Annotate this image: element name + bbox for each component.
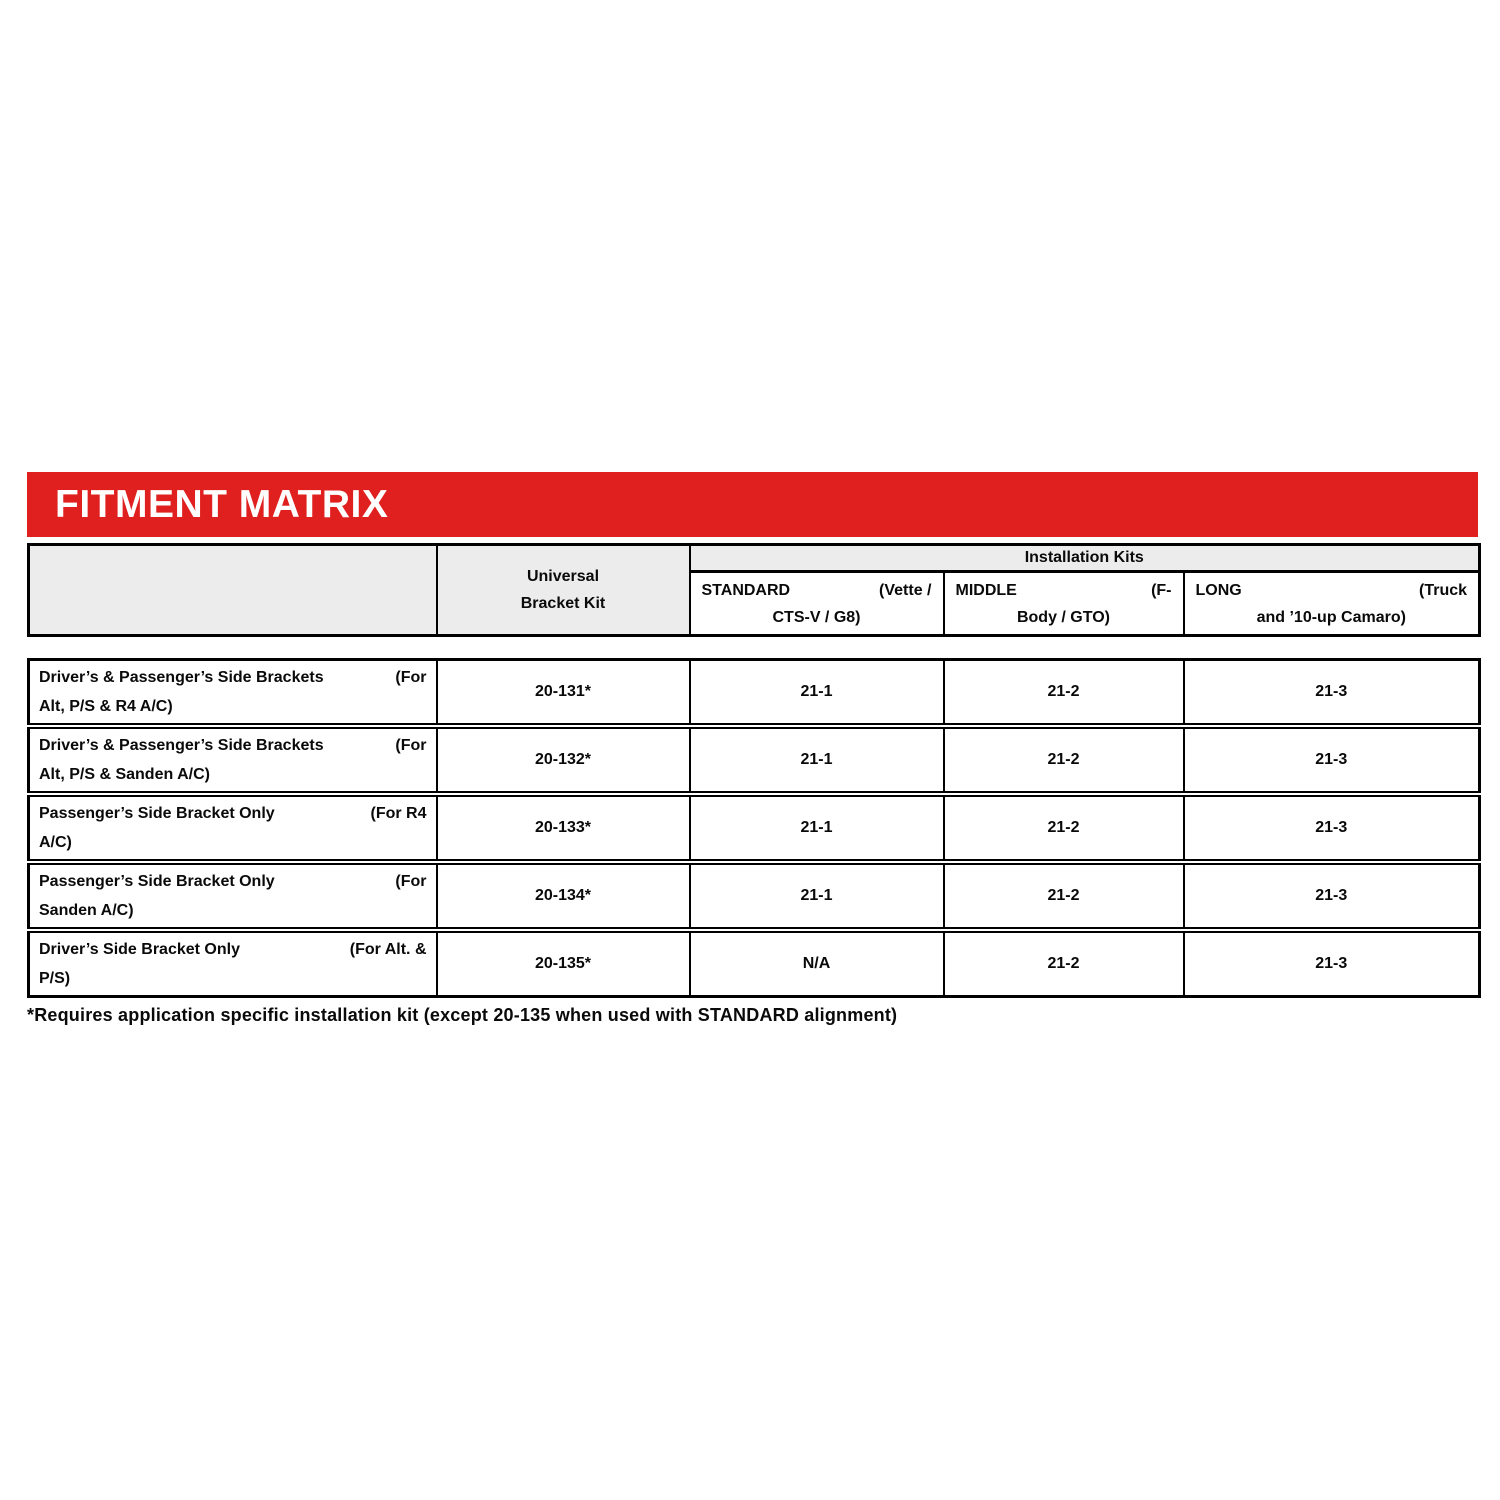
- cell-standard-kit: 21-1: [690, 660, 944, 727]
- cell-long-kit: 21-3: [1184, 930, 1480, 997]
- cell-middle-kit: 21-2: [944, 660, 1184, 727]
- cell-standard-kit: 21-1: [690, 726, 944, 794]
- table-row: [29, 660, 1480, 727]
- corner-empty-cell: [29, 545, 437, 636]
- cell-middle-kit: 21-2: [944, 726, 1184, 794]
- page-title: FITMENT MATRIX: [55, 482, 389, 526]
- fitment-matrix-banner: [27, 472, 1478, 537]
- column-header-standard: [690, 572, 944, 636]
- row-label: [29, 930, 437, 997]
- row-label-line2: A/C): [39, 834, 72, 851]
- standard-label: STANDARD: [701, 581, 791, 599]
- long-qualifier-1: (Truck: [1419, 581, 1468, 599]
- cell-universal-kit: 20-134*: [437, 862, 690, 930]
- table-row: [29, 726, 1480, 794]
- table-row: [29, 930, 1480, 997]
- cell-middle-kit: 21-2: [944, 794, 1184, 862]
- row-label-line2: P/S): [39, 970, 71, 987]
- row-label-line2: Alt, P/S & Sanden A/C): [39, 766, 210, 783]
- cell-universal-kit: 20-135*: [437, 930, 690, 997]
- row-label-line2: Alt, P/S & R4 A/C): [39, 698, 173, 715]
- cell-long-kit: 21-3: [1184, 726, 1480, 794]
- cell-standard-kit: 21-1: [690, 862, 944, 930]
- cell-universal-kit: 20-133*: [437, 794, 690, 862]
- column-header-universal-bracket-kit: [437, 545, 690, 636]
- cell-long-kit: 21-3: [1184, 660, 1480, 727]
- cell-long-kit: 21-3: [1184, 862, 1480, 930]
- row-label-main: Driver’s & Passenger’s Side Brackets: [39, 737, 324, 754]
- row-label-line2: Sanden A/C): [39, 902, 134, 919]
- data-table: [27, 658, 1481, 998]
- table-row: [29, 794, 1480, 862]
- cell-universal-kit: 20-131*: [437, 660, 690, 727]
- row-label-qualifier: (For: [395, 669, 427, 686]
- standard-qualifier-2: CTS-V / G8): [772, 608, 861, 626]
- cell-universal-kit: 20-132*: [437, 726, 690, 794]
- row-label-main: Passenger’s Side Bracket Only: [39, 805, 275, 822]
- row-label: [29, 794, 437, 862]
- middle-qualifier-1: (F-: [1151, 581, 1172, 599]
- header-table: [27, 543, 1481, 637]
- middle-label: MIDDLE: [955, 581, 1017, 599]
- row-label-main: Driver’s Side Bracket Only: [39, 941, 240, 958]
- row-label-qualifier: (For Alt. &: [349, 941, 427, 958]
- fitment-table-header: [27, 543, 1478, 637]
- row-label: [29, 660, 437, 727]
- cell-middle-kit: 21-2: [944, 862, 1184, 930]
- standard-qualifier-1: (Vette /: [879, 581, 932, 599]
- column-header-long: [1184, 572, 1480, 636]
- universal-line1: Universal: [526, 568, 600, 585]
- middle-qualifier-2: Body / GTO): [1016, 608, 1111, 626]
- row-label: [29, 862, 437, 930]
- footnote: *Requires application specific installation kit (except 20-135 when used with STANDARD alignment): [27, 1005, 898, 1025]
- column-group-header-installation-kits: Installation Kits: [690, 545, 1480, 572]
- cell-standard-kit: 21-1: [690, 794, 944, 862]
- row-label-main: Driver’s & Passenger’s Side Brackets: [39, 669, 324, 686]
- long-qualifier-2: and ’10-up Camaro): [1256, 608, 1406, 626]
- cell-middle-kit: 21-2: [944, 930, 1184, 997]
- table-row: [29, 862, 1480, 930]
- fitment-table-body: [27, 658, 1478, 998]
- long-label: LONG: [1195, 581, 1242, 599]
- header-row-top: [29, 545, 1480, 572]
- row-label-qualifier: (For R4: [370, 805, 427, 822]
- column-header-middle: [944, 572, 1184, 636]
- universal-line2: Bracket Kit: [520, 595, 606, 612]
- row-label-qualifier: (For: [395, 737, 427, 754]
- row-label-main: Passenger’s Side Bracket Only: [39, 873, 275, 890]
- cell-long-kit: 21-3: [1184, 794, 1480, 862]
- cell-standard-kit: N/A: [690, 930, 944, 997]
- row-label-qualifier: (For: [395, 873, 427, 890]
- row-label: [29, 726, 437, 794]
